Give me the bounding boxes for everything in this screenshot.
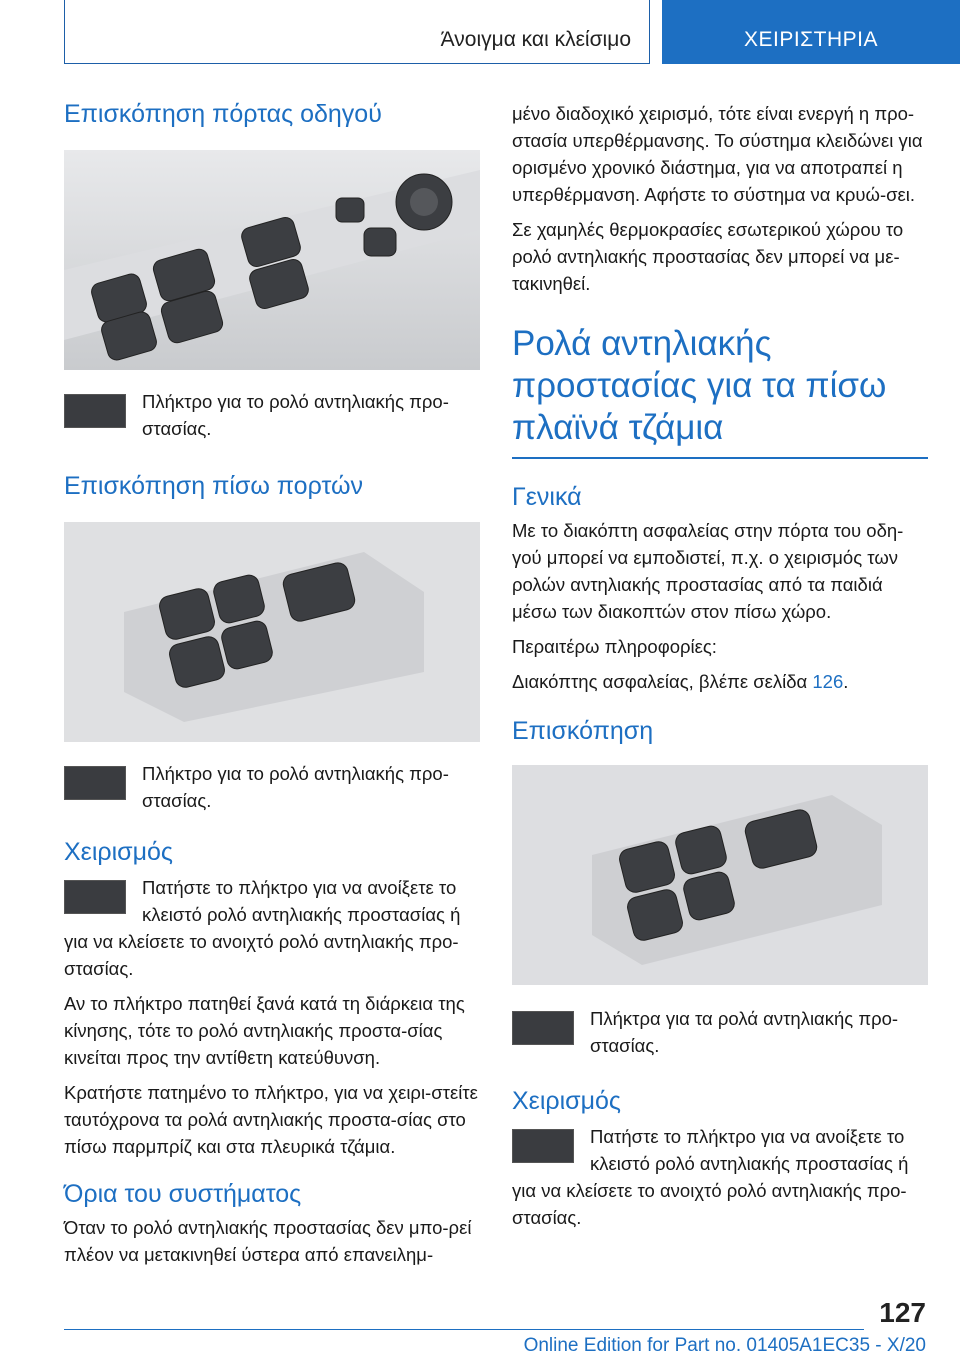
caption-rear-text: Πλήκτρο για το ρολό αντηλιακής προ-στασίας. xyxy=(142,763,449,811)
edition-footer: Online Edition for Part no. 01405A1EC35 - X/20 xyxy=(523,1335,926,1356)
section-title: Άνοιγμα και κλείσιμο xyxy=(440,28,631,51)
driver-door-switch-photo xyxy=(64,150,480,370)
sunblind-button-icon xyxy=(64,394,126,428)
operation2-para: Πατήστε το πλήκτρο για να ανοίξετε το κλειστό ρολό αντηλιακής προστασίας ή για να κλείσετε το ανοιχτό ρολό αντηλιακής προ-στασίας. xyxy=(512,1126,909,1228)
page-number: 127 xyxy=(879,1297,926,1328)
limits-para: Όταν το ρολό αντηλιακής προστασίας δεν μπο-ρεί πλέον να μετακινηθεί ύστερα από επανειλημ- xyxy=(64,1217,472,1265)
general-para-2: Περαιτέρω πληροφορίες: xyxy=(512,636,717,657)
continued-para-1: μένο διαδοχικό χειρισμό, τότε είναι ενεργή η προ-στασία υπερθέρμανσης. Το σύστημα κλειδώνει για ορισμένο χρονικό διάστημα, για να αποτραπεί η υπερθέρμανση. Αφήστε το σύστημα να κρυώ-σει. xyxy=(512,103,923,205)
header-chapter-box xyxy=(662,0,960,64)
general-para-1: Με το διακόπτη ασφαλείας στην πόρτα του οδη-γού μπορεί να εμποδιστεί, π.χ. ο χειρισμός των ρολών αντηλιακής προστασίας από τα παιδιά μέσω των διακοπτών στον πίσω χώρο. xyxy=(512,520,904,622)
operation-para-1: Πατήστε το πλήκτρο για να ανοίξετε το κλειστό ρολό αντηλιακής προστασίας ή για να κλείσετε το ανοιχτό ρολό αντηλιακής προ-στασίας. xyxy=(64,877,461,979)
caption-side xyxy=(512,1005,928,1067)
safety-switch-ref-text: Διακόπτης ασφαλείας, βλέπε σελίδα xyxy=(512,671,808,692)
sunblind-keys-icon xyxy=(512,1011,574,1045)
header-section-box xyxy=(64,0,650,64)
side-window-switch-photo xyxy=(512,765,928,985)
rear-door-switch-photo xyxy=(64,522,480,742)
caption-driver-text: Πλήκτρο για το ρολό αντηλιακής προ-στασίας. xyxy=(142,391,449,439)
heading-rear-doors: Επισκόπηση πίσω πορτών xyxy=(64,472,363,500)
left-column xyxy=(64,98,480,1268)
heading-driver-door: Επισκόπηση πόρτας οδηγού xyxy=(64,100,382,128)
operation2-block xyxy=(512,1123,928,1231)
sunblind-button-icon xyxy=(64,880,126,914)
chapter-title: ΧΕΙΡΙΣΤΗΡΙΑ xyxy=(743,28,878,51)
continued-para-2: Σε χαμηλές θερμοκρασίες εσωτερικού χώρου το ρολό αντηλιακής προστασίας δεν μπορεί να με-τακινηθεί. xyxy=(512,219,904,294)
heading-rear-side-sunblinds: Ρολά αντηλιακής προστασίας για τα πίσω πλαϊνά τζάμια xyxy=(512,324,887,447)
operation-para-2: Αν το πλήκτρο πατηθεί ξανά κατά τη διάρκεια της κίνησης, τότε το ρολό αντηλιακής προστα-σίας κινείται προς την αντίθετη κατεύθυνση. xyxy=(64,993,465,1068)
ref-period: . xyxy=(843,671,849,692)
operation-para-3: Κρατήστε πατημένο το πλήκτρο, για να χειρι-στείτε ταυτόχρονα τα ρολά αντηλιακής προστα-σίας στο πίσω παρμπρίζ και στα πλευρικά τζάμια. xyxy=(64,1082,478,1157)
heading-operation: Χειρισμός xyxy=(64,838,173,866)
right-column xyxy=(512,100,928,1231)
operation-block xyxy=(64,874,480,982)
general-para-3 xyxy=(512,668,928,695)
heading-overview: Επισκόπηση xyxy=(512,717,654,745)
caption-side-text: Πλήκτρα για τα ρολά αντηλιακής προ-στασίας. xyxy=(590,1008,899,1056)
caption-rear xyxy=(64,760,480,822)
page-link-126[interactable]: 126 xyxy=(812,671,844,692)
heading-general: Γενικά xyxy=(512,483,582,511)
heading-rule xyxy=(512,457,928,459)
footer-rule xyxy=(64,1329,864,1330)
heading-operation-2: Χειρισμός xyxy=(512,1087,621,1115)
sunblind-keys-icon xyxy=(512,1129,574,1163)
sunblind-button-icon xyxy=(64,766,126,800)
heading-system-limits: Όρια του συστήματος xyxy=(64,1180,302,1208)
caption-driver xyxy=(64,388,480,450)
